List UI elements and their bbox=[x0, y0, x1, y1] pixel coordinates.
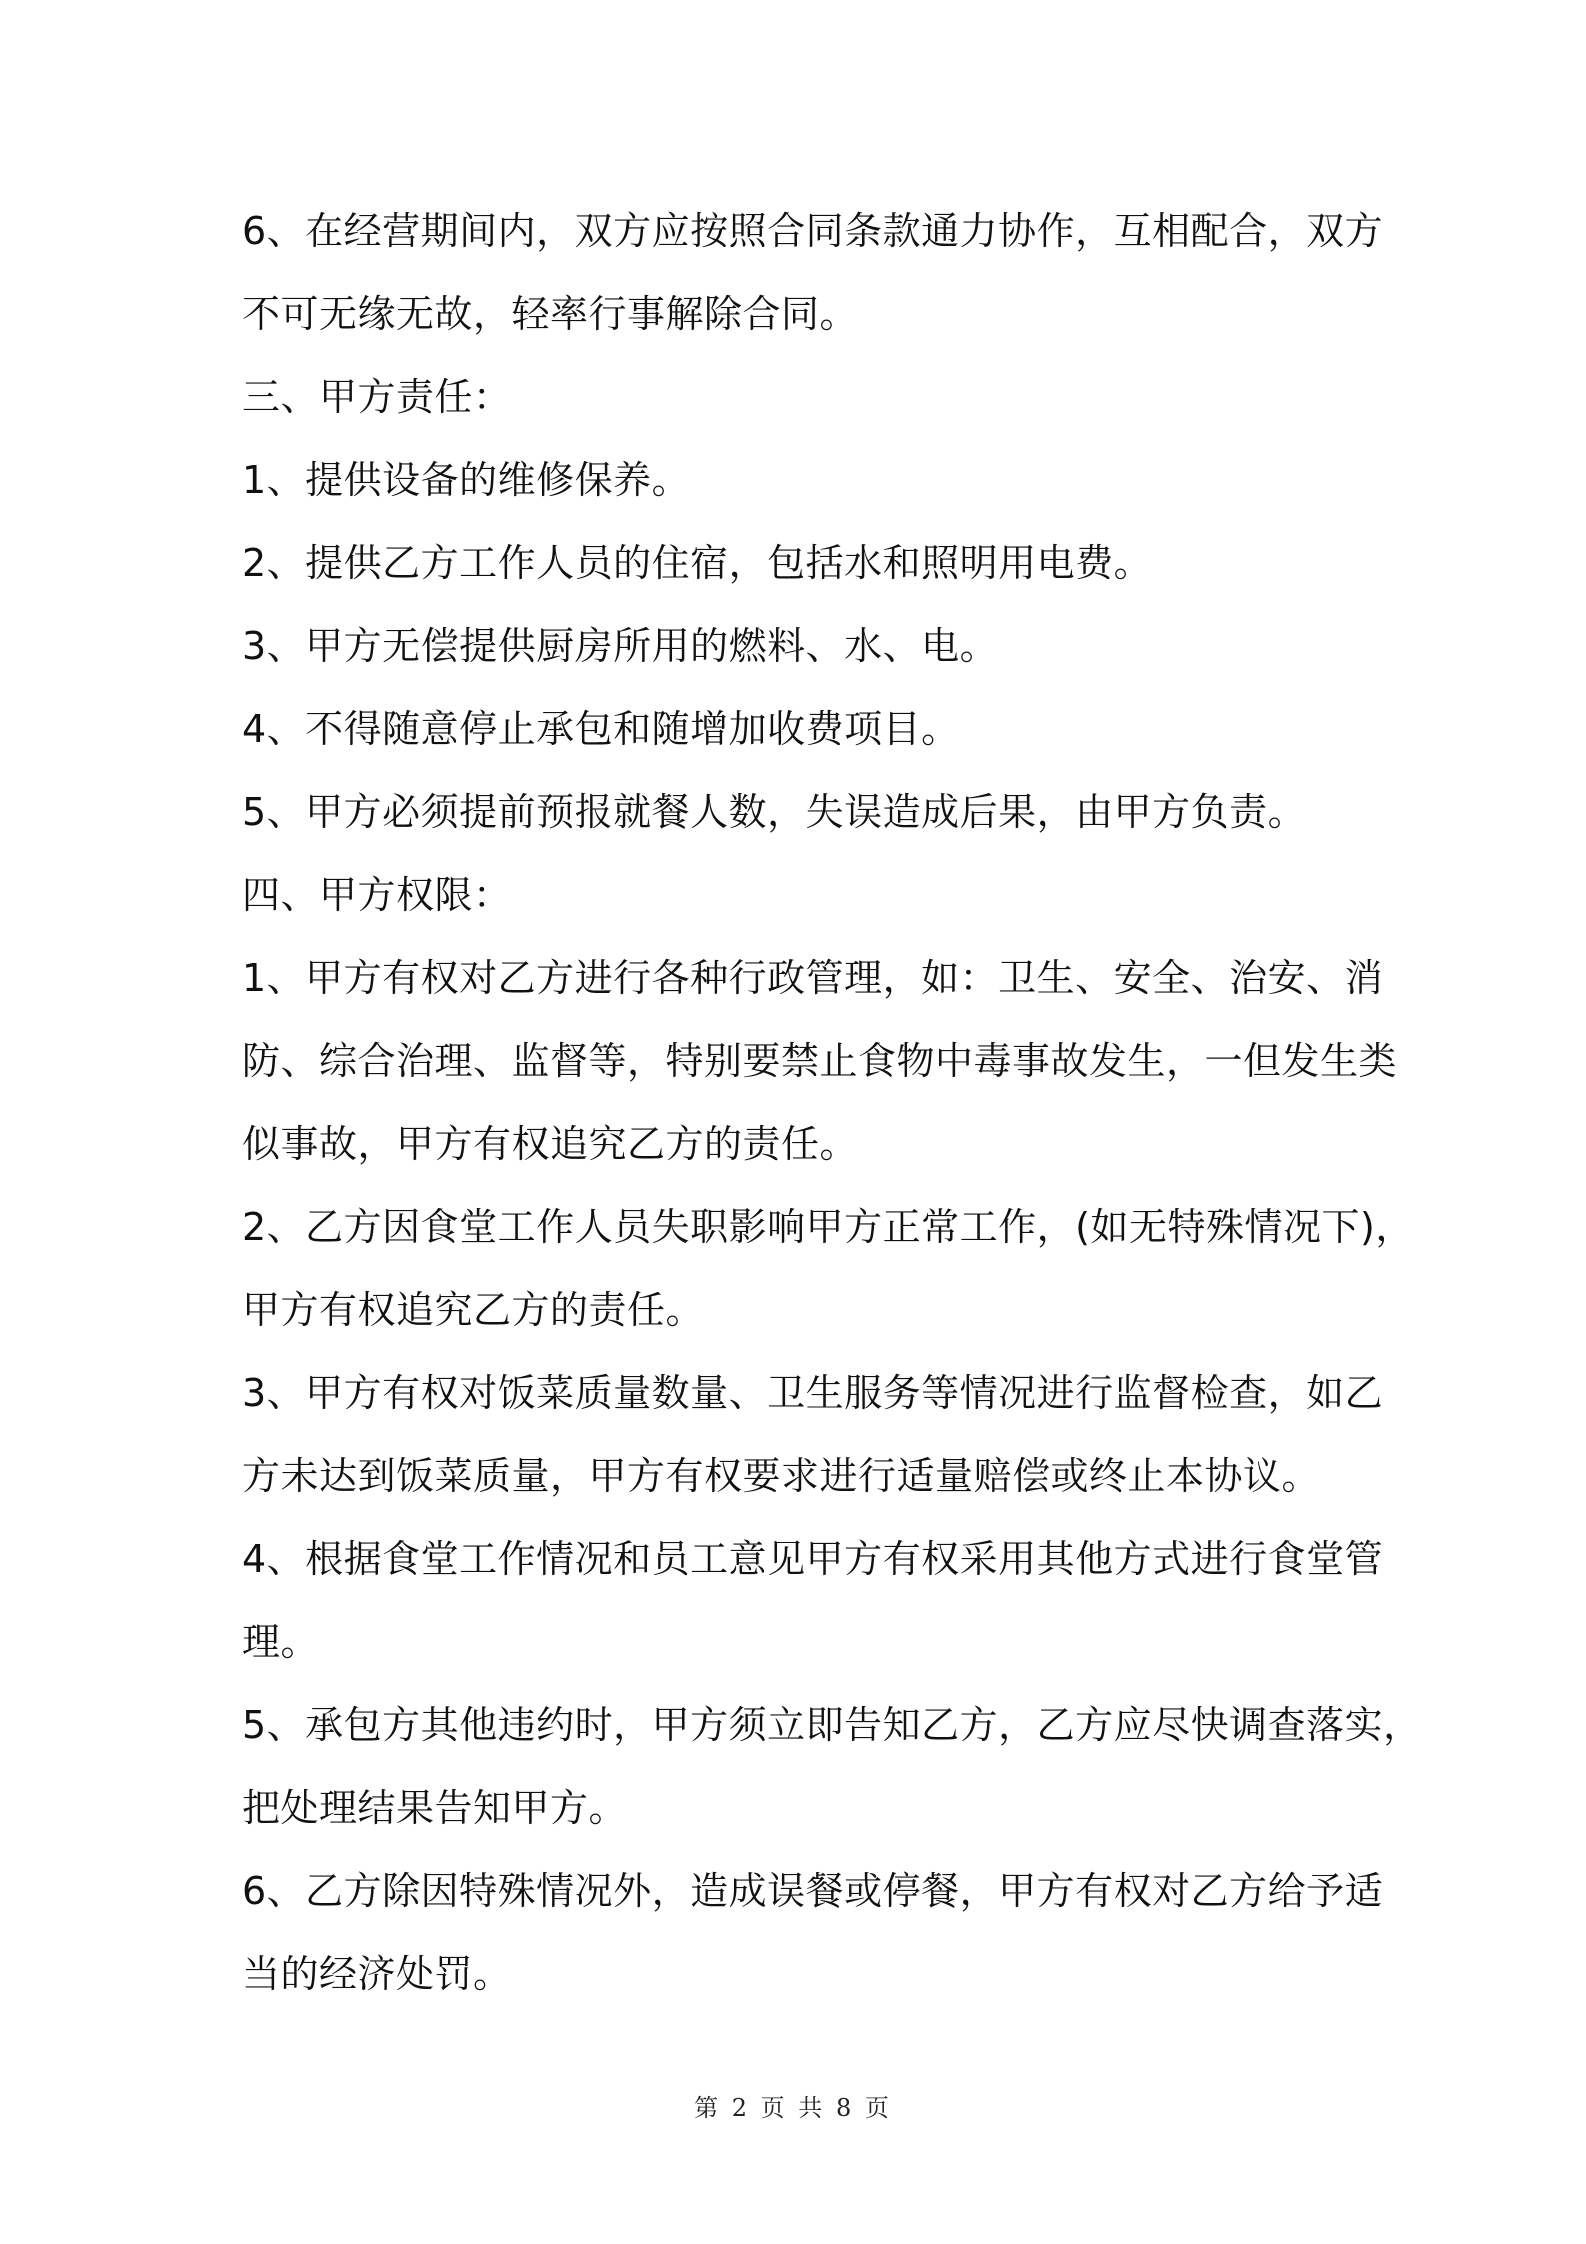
text-line: 把处理结果告知甲方。 bbox=[242, 1786, 628, 1830]
text-line: 1、提供设备的维修保养。 bbox=[242, 458, 691, 502]
text-line: 不可无缘无故，轻率行事解除合同。 bbox=[242, 292, 859, 336]
section-heading: 四、甲方权限： bbox=[242, 873, 512, 917]
text-line: 5、甲方必须提前预报就餐人数，失误造成后果，由甲方负责。 bbox=[242, 790, 1307, 834]
page-number-footer: 第 2 页 共 8 页 bbox=[694, 2094, 892, 2122]
text-line: 1、甲方有权对乙方进行各种行政管理，如：卫生、安全、治安、消 bbox=[242, 956, 1384, 1000]
text-line: 4、不得随意停止承包和随增加收费项目。 bbox=[242, 707, 960, 751]
text-line: 2、乙方因食堂工作人员失职影响甲方正常工作，(如无特殊情况下)， bbox=[242, 1205, 1414, 1249]
text-line: 理。 bbox=[242, 1620, 320, 1664]
text-line: 3、甲方无偿提供厨房所用的燃料、水、电。 bbox=[242, 624, 999, 668]
text-line: 当的经济处罚。 bbox=[242, 1952, 512, 1996]
section-heading: 三、甲方责任： bbox=[242, 375, 512, 419]
text-line: 方未达到饭菜质量，甲方有权要求进行适量赔偿或终止本协议。 bbox=[242, 1454, 1321, 1498]
text-line: 6、在经营期间内，双方应按照合同条款通力协作，互相配合，双方 bbox=[242, 209, 1384, 253]
text-line: 似事故，甲方有权追究乙方的责任。 bbox=[242, 1122, 859, 1166]
text-line: 3、甲方有权对饭菜质量数量、卫生服务等情况进行监督检查，如乙 bbox=[242, 1371, 1384, 1415]
text-line: 甲方有权追究乙方的责任。 bbox=[242, 1288, 705, 1332]
text-line: 5、承包方其他违约时，甲方须立即告知乙方，乙方应尽快调查落实， bbox=[242, 1703, 1422, 1747]
text-line: 防、综合治理、监督等，特别要禁止食物中毒事故发生，一但发生类 bbox=[242, 1039, 1398, 1083]
document-body bbox=[242, 190, 1422, 2016]
text-line: 6、乙方除因特殊情况外，造成误餐或停餐，甲方有权对乙方给予适 bbox=[242, 1869, 1384, 1913]
text-line: 2、提供乙方工作人员的住宿，包括水和照明用电费。 bbox=[242, 541, 1153, 585]
text-line: 4、根据食堂工作情况和员工意见甲方有权采用其他方式进行食堂管 bbox=[242, 1537, 1384, 1581]
